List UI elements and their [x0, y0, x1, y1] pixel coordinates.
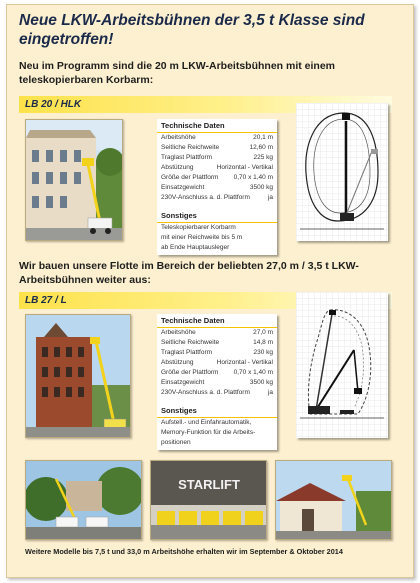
spec-row: Seitliche Reichweite 12,60 m [161, 144, 273, 151]
tech-data-heading: Technische Daten [157, 314, 277, 328]
misc-heading: Sonstiges [157, 209, 277, 223]
spec-row: Einsatzgewicht 3500 kg [161, 379, 273, 386]
spec-row: Einsatzgewicht 3500 kg [161, 184, 273, 191]
specs-card-lb27 [157, 314, 277, 450]
spec-row: Seitliche Reichweite 14,8 m [161, 339, 273, 346]
fleet-text: Wir bauen unsere Flotte im Bereich der beliebten 27,0 m / 3,5 t LKW-Arbeitsbühnen weiter aus: [19, 260, 359, 286]
tech-data-heading: Technische Daten [157, 119, 277, 133]
photo-starlift-depot [150, 460, 267, 540]
misc-heading: Sonstiges [157, 404, 277, 418]
photo-trucks-trees [25, 460, 142, 540]
photo-church-lift [275, 460, 392, 540]
misc-text: Teleskopierbarer Korbarm mit einer Reichweite bis 5 m ab Ende Hauptausleger [161, 224, 243, 251]
starlift-sign: STARLIFT [178, 477, 240, 492]
reach-diagram-lb27 [296, 292, 388, 438]
photo-lb27-brick-building [25, 314, 131, 438]
spec-row: 230V-Anschluss a. d. Plattform ja [161, 389, 273, 396]
intro-text: Neu im Programm sind die 20 m LKW-Arbeitsbühnen mit einem teleskopierbaren Korbarm: [19, 60, 336, 86]
spec-row: Abstützung Horizontal - Vertikal [161, 164, 273, 171]
spec-row: Arbeitshöhe 27,0 m [161, 329, 273, 336]
model-bar-lb20: LB 20 / HLK [19, 96, 392, 113]
spec-row: Abstützung Horizontal - Vertikal [161, 359, 273, 366]
misc-text: Aufstell.- und Einfahrautomatik, Memory-Funktion für die Arbeits- positionen [161, 419, 256, 446]
spec-row: Traglast Plattform 230 kg [161, 349, 273, 356]
headline: Neue LKW-Arbeitsbühnen der 3,5 t Klasse sind eingetroffen! [19, 12, 365, 48]
spec-row: Größe der Plattform 0,70 x 1,40 m [161, 369, 273, 376]
specs-card-lb20 [157, 119, 277, 255]
reach-diagram-lb20 [296, 103, 388, 241]
photo-lb20-building [25, 119, 123, 241]
spec-row: Größe der Plattform 0,70 x 1,40 m [161, 174, 273, 181]
spec-row: Arbeitshöhe 20,1 m [161, 134, 273, 141]
footer-note: Weitere Modelle bis 7,5 t und 33,0 m Arbeitshöhe erhalten wir im September & Oktober 2014 [25, 547, 343, 556]
spec-row: 230V-Anschluss a. d. Plattform ja [161, 194, 273, 201]
model-bar-lb27: LB 27 / L [19, 292, 392, 309]
spec-row: Traglast Plattform 225 kg [161, 154, 273, 161]
